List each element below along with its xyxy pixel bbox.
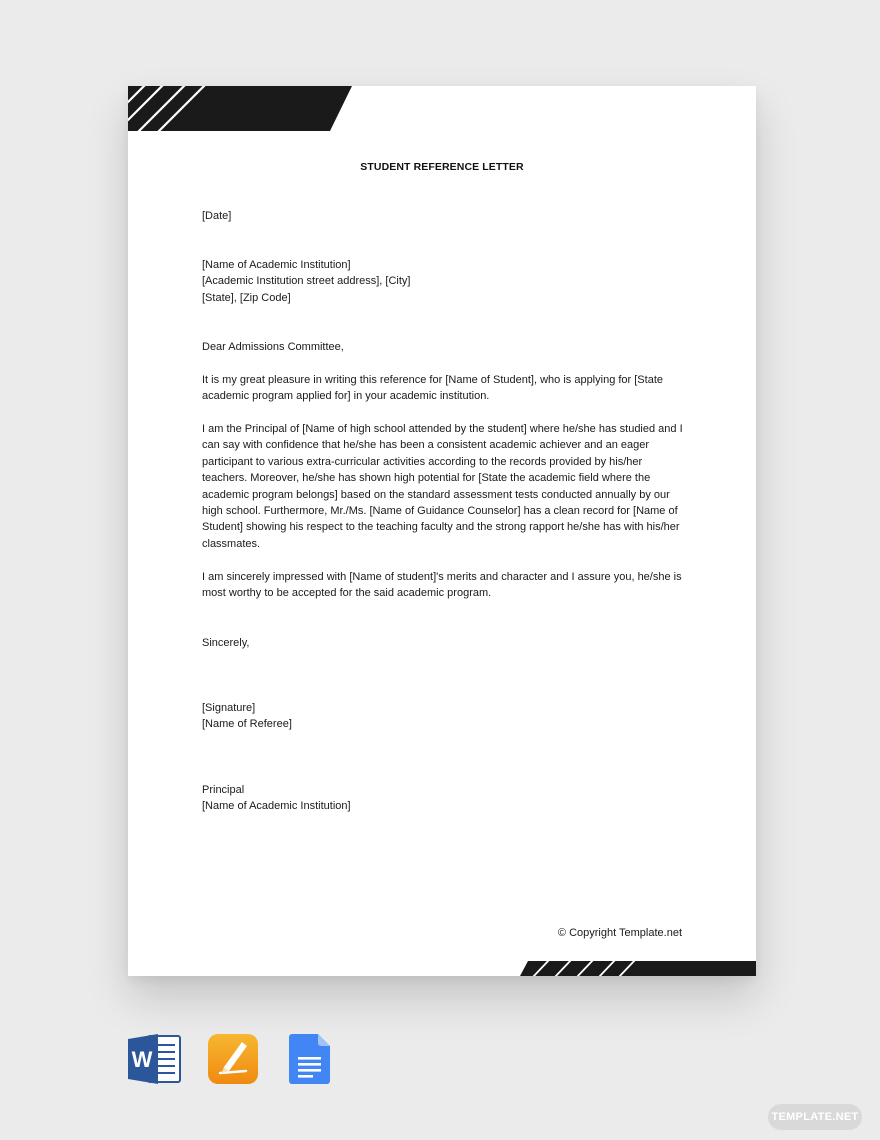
word-icon[interactable]: [128, 1033, 182, 1085]
corner-stripe-bottom: [520, 961, 756, 976]
referee-institution: [Name of Academic Institution]: [202, 800, 351, 813]
paragraph: It is my great pleasure in writing this reference for [Name of Student], who is applying for [State academic program applied for] in your academic institution.: [202, 374, 663, 403]
signature-block: [202, 700, 686, 733]
signature-placeholder: [Signature]: [202, 702, 256, 714]
address-line: [State], [Zip Code]: [202, 291, 291, 304]
google-docs-icon[interactable]: [289, 1033, 331, 1085]
referee-position: Principal: [202, 784, 245, 796]
referee-position-block: [202, 782, 686, 815]
referee-name: [Name of Referee]: [202, 718, 292, 731]
address-line: [Name of Academic Institution]: [202, 259, 351, 271]
word-glyph: W: [131, 1047, 153, 1072]
letter-title: STUDENT REFERENCE LETTER: [360, 161, 524, 173]
closing: Sincerely,: [202, 637, 250, 649]
letter-page: [128, 86, 756, 976]
template-net-badge[interactable]: TEMPLATE.NET: [768, 1104, 862, 1130]
salutation: Dear Admissions Committee,: [202, 341, 344, 353]
corner-stripe-top: [128, 86, 354, 132]
address-line: [Academic Institution street address], [City]: [202, 275, 411, 288]
date-placeholder: [Date]: [202, 210, 232, 222]
paragraph: I am sincerely impressed with [Name of student]'s merits and character and I assure you, he/she is most worthy to be accepted for the said academic program.: [202, 571, 682, 600]
paragraph: I am the Principal of [Name of high school attended by the student] where he/she has studied and I can say with confidence that he/she has been a consistent academic achiever and an eager participant to various extra-curricular activities according to the records provided by his/her teachers. Moreover, he/she has shown high potential for [State the academic field where the academic program belongs] based on the standard assessment tests conducted annually by our high school. Furthermore, Mr./Ms. [Name of Guidance Counselor] has a clean record for [Name of Student] showing his respect to the teaching faculty and the strong rapport he/she has with his/her classmates.: [202, 423, 683, 550]
pages-icon[interactable]: [207, 1033, 259, 1085]
copyright-text: © Copyright Template.net: [557, 927, 682, 939]
recipient-address: [202, 257, 686, 306]
